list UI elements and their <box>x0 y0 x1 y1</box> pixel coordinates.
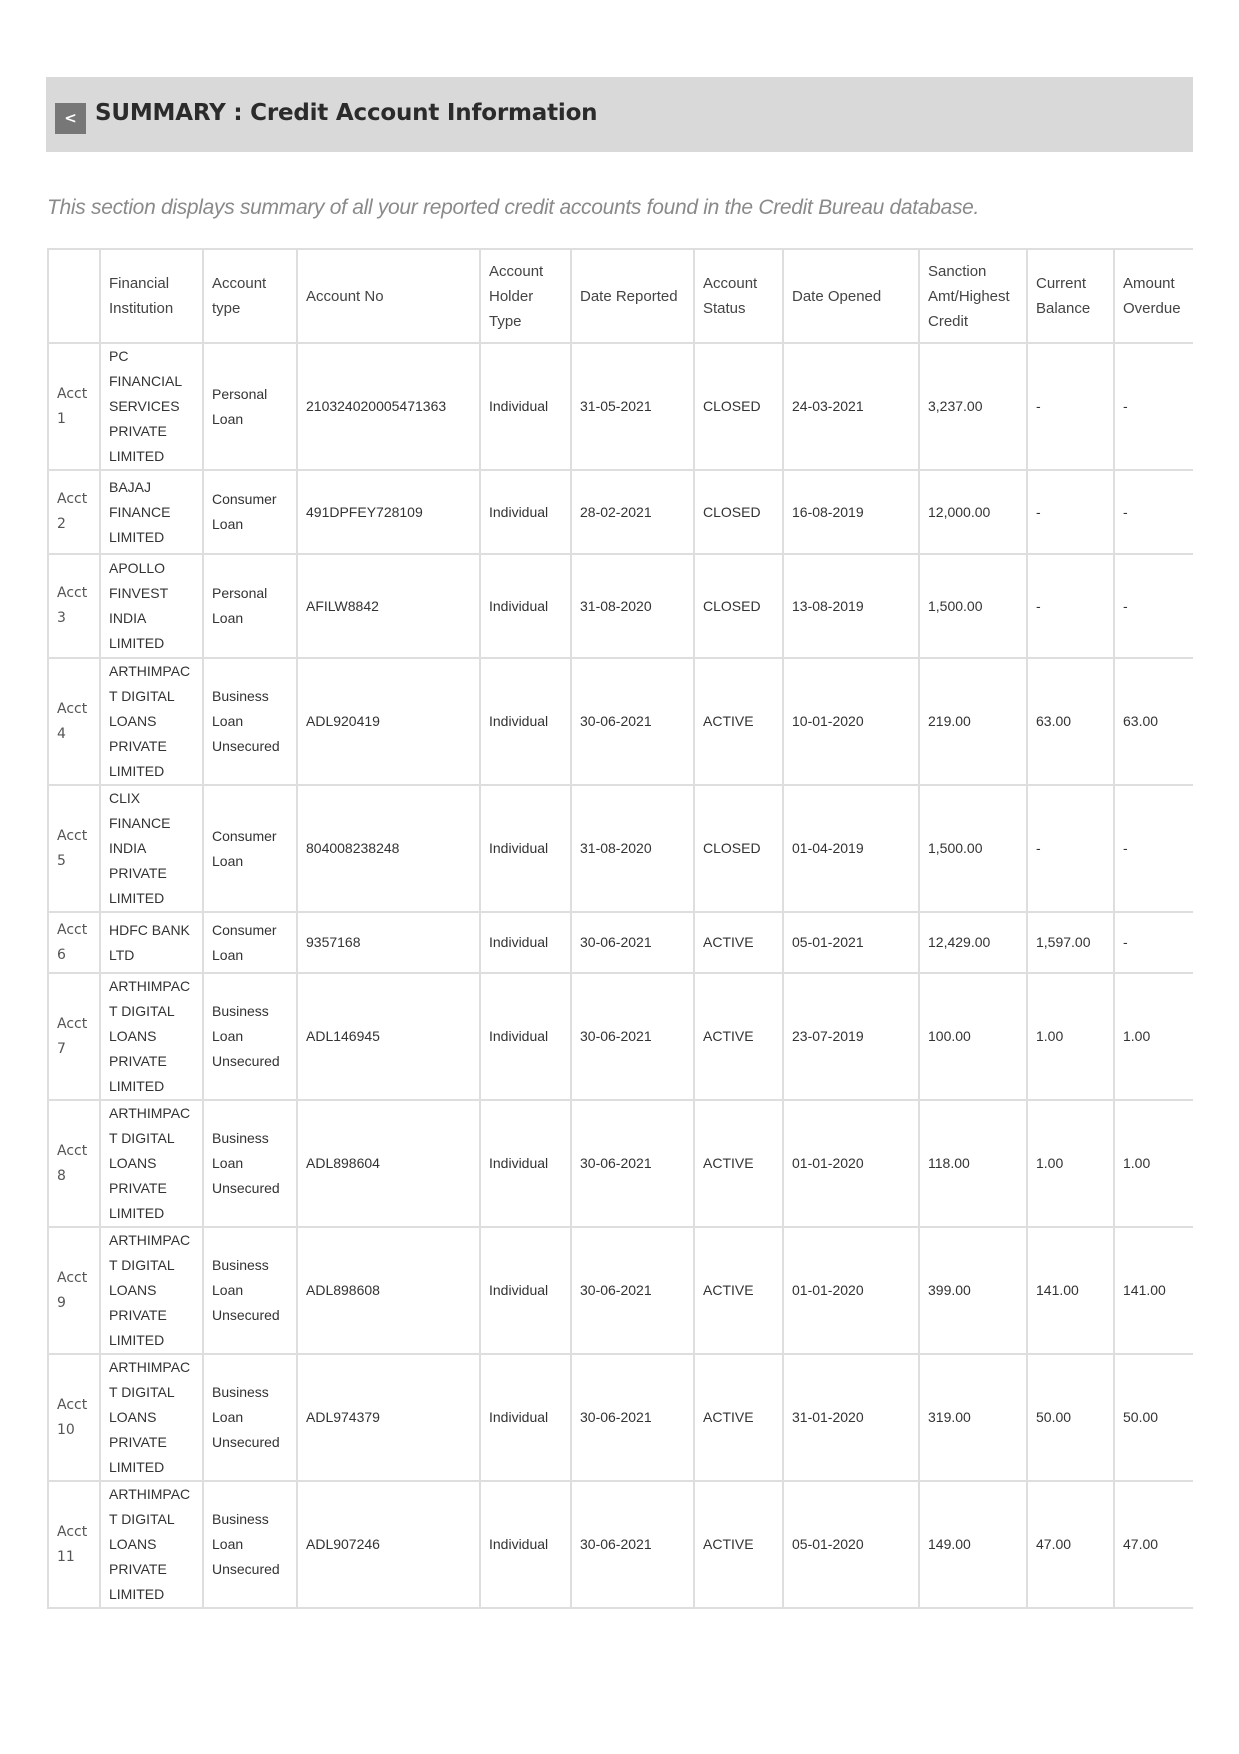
sanction-amount-cell: 1,500.00 <box>919 785 1027 912</box>
account-status-cell: ACTIVE <box>694 658 783 785</box>
account-type-cell: Business Loan Unsecured <box>203 1227 297 1354</box>
amount-overdue-cell: - <box>1114 470 1193 554</box>
account-status-cell: CLOSED <box>694 554 783 658</box>
account-number-cell: ADL146945 <box>297 973 480 1100</box>
date-reported-cell: 30-06-2021 <box>571 1481 694 1608</box>
account-status-cell: ACTIVE <box>694 912 783 973</box>
date-opened-cell: 01-01-2020 <box>783 1227 919 1354</box>
column-header: Amount Overdue <box>1114 249 1193 343</box>
account-number-cell: AFILW8842 <box>297 554 480 658</box>
financial-institution-cell: ARTHIMPACT DIGITAL LOANS PRIVATE LIMITED <box>100 1481 203 1608</box>
date-opened-cell: 24-03-2021 <box>783 343 919 470</box>
current-balance-cell: - <box>1027 785 1114 912</box>
account-type-cell: Personal Loan <box>203 554 297 658</box>
financial-institution-cell: PC FINANCIAL SERVICES PRIVATE LIMITED <box>100 343 203 470</box>
amount-overdue-cell: 50.00 <box>1114 1354 1193 1481</box>
credit-accounts-table <box>47 248 1193 1609</box>
sanction-amount-cell: 3,237.00 <box>919 343 1027 470</box>
account-holder-type-cell: Individual <box>480 973 571 1100</box>
amount-overdue-cell: 47.00 <box>1114 1481 1193 1608</box>
table-row <box>48 1354 1193 1481</box>
amount-overdue-cell: 1.00 <box>1114 973 1193 1100</box>
column-header: Sanction Amt/Highest Credit <box>919 249 1027 343</box>
account-holder-type-cell: Individual <box>480 912 571 973</box>
date-opened-cell: 01-04-2019 <box>783 785 919 912</box>
account-status-cell: ACTIVE <box>694 1227 783 1354</box>
current-balance-cell: 1,597.00 <box>1027 912 1114 973</box>
current-balance-cell: 47.00 <box>1027 1481 1114 1608</box>
financial-institution-cell: ARTHIMPACT DIGITAL LOANS PRIVATE LIMITED <box>100 1354 203 1481</box>
account-label-cell: Acct 9 <box>48 1227 100 1354</box>
financial-institution-cell: ARTHIMPACT DIGITAL LOANS PRIVATE LIMITED <box>100 658 203 785</box>
credit-accounts-table-container <box>47 248 1193 1754</box>
financial-institution-cell: CLIX FINANCE INDIA PRIVATE LIMITED <box>100 785 203 912</box>
account-holder-type-cell: Individual <box>480 658 571 785</box>
account-type-cell: Consumer Loan <box>203 470 297 554</box>
account-holder-type-cell: Individual <box>480 554 571 658</box>
current-balance-cell: 50.00 <box>1027 1354 1114 1481</box>
account-type-cell: Consumer Loan <box>203 912 297 973</box>
sanction-amount-cell: 319.00 <box>919 1354 1027 1481</box>
page-title: SUMMARY : Credit Account Information <box>95 100 598 126</box>
date-reported-cell: 30-06-2021 <box>571 912 694 973</box>
column-header: Current Balance <box>1027 249 1114 343</box>
account-holder-type-cell: Individual <box>480 470 571 554</box>
date-opened-cell: 10-01-2020 <box>783 658 919 785</box>
table-row <box>48 912 1193 973</box>
account-holder-type-cell: Individual <box>480 1481 571 1608</box>
account-status-cell: CLOSED <box>694 343 783 470</box>
column-header: Date Reported <box>571 249 694 343</box>
header-row <box>48 249 1193 343</box>
account-status-cell: CLOSED <box>694 785 783 912</box>
date-opened-cell: 31-01-2020 <box>783 1354 919 1481</box>
column-header: Account Holder Type <box>480 249 571 343</box>
sanction-amount-cell: 118.00 <box>919 1100 1027 1227</box>
amount-overdue-cell: - <box>1114 912 1193 973</box>
account-number-cell: 491DPFEY728109 <box>297 470 480 554</box>
date-reported-cell: 31-08-2020 <box>571 554 694 658</box>
date-reported-cell: 30-06-2021 <box>571 1227 694 1354</box>
date-reported-cell: 31-08-2020 <box>571 785 694 912</box>
table-row <box>48 973 1193 1100</box>
account-type-cell: Business Loan Unsecured <box>203 1354 297 1481</box>
date-reported-cell: 30-06-2021 <box>571 1354 694 1481</box>
account-label-cell: Acct 2 <box>48 470 100 554</box>
current-balance-cell: 63.00 <box>1027 658 1114 785</box>
account-status-cell: ACTIVE <box>694 973 783 1100</box>
current-balance-cell: - <box>1027 554 1114 658</box>
sanction-amount-cell: 399.00 <box>919 1227 1027 1354</box>
account-holder-type-cell: Individual <box>480 1227 571 1354</box>
account-holder-type-cell: Individual <box>480 1354 571 1481</box>
account-label-cell: Acct 8 <box>48 1100 100 1227</box>
sanction-amount-cell: 100.00 <box>919 973 1027 1100</box>
account-status-cell: ACTIVE <box>694 1100 783 1227</box>
account-label-cell: Acct 3 <box>48 554 100 658</box>
current-balance-cell: - <box>1027 343 1114 470</box>
column-header: Date Opened <box>783 249 919 343</box>
column-header <box>48 249 100 343</box>
account-holder-type-cell: Individual <box>480 343 571 470</box>
account-label-cell: Acct 6 <box>48 912 100 973</box>
date-reported-cell: 30-06-2021 <box>571 658 694 785</box>
account-number-cell: ADL920419 <box>297 658 480 785</box>
date-opened-cell: 05-01-2020 <box>783 1481 919 1608</box>
account-number-cell: 9357168 <box>297 912 480 973</box>
date-reported-cell: 28-02-2021 <box>571 470 694 554</box>
amount-overdue-cell: 1.00 <box>1114 1100 1193 1227</box>
account-number-cell: 210324020005471363 <box>297 343 480 470</box>
column-header: Account No <box>297 249 480 343</box>
table-row <box>48 785 1193 912</box>
sanction-amount-cell: 149.00 <box>919 1481 1027 1608</box>
financial-institution-cell: ARTHIMPACT DIGITAL LOANS PRIVATE LIMITED <box>100 1100 203 1227</box>
account-status-cell: ACTIVE <box>694 1481 783 1608</box>
table-body <box>48 343 1193 1608</box>
account-status-cell: ACTIVE <box>694 1354 783 1481</box>
sanction-amount-cell: 219.00 <box>919 658 1027 785</box>
date-opened-cell: 23-07-2019 <box>783 973 919 1100</box>
account-type-cell: Personal Loan <box>203 343 297 470</box>
account-number-cell: ADL898608 <box>297 1227 480 1354</box>
column-header: Financial Institution <box>100 249 203 343</box>
financial-institution-cell: BAJAJ FINANCE LIMITED <box>100 470 203 554</box>
amount-overdue-cell: - <box>1114 343 1193 470</box>
amount-overdue-cell: - <box>1114 785 1193 912</box>
financial-institution-cell: HDFC BANK LTD <box>100 912 203 973</box>
financial-institution-cell: ARTHIMPACT DIGITAL LOANS PRIVATE LIMITED <box>100 1227 203 1354</box>
account-type-cell: Business Loan Unsecured <box>203 1481 297 1608</box>
current-balance-cell: 1.00 <box>1027 1100 1114 1227</box>
date-opened-cell: 05-01-2021 <box>783 912 919 973</box>
account-label-cell: Acct 10 <box>48 1354 100 1481</box>
date-opened-cell: 01-01-2020 <box>783 1100 919 1227</box>
table-row <box>48 1227 1193 1354</box>
table-row <box>48 1100 1193 1227</box>
account-number-cell: ADL907246 <box>297 1481 480 1608</box>
column-header: Account type <box>203 249 297 343</box>
account-type-cell: Consumer Loan <box>203 785 297 912</box>
account-label-cell: Acct 5 <box>48 785 100 912</box>
current-balance-cell: - <box>1027 470 1114 554</box>
sanction-amount-cell: 12,429.00 <box>919 912 1027 973</box>
table-row <box>48 658 1193 785</box>
table-row <box>48 470 1193 554</box>
date-reported-cell: 30-06-2021 <box>571 1100 694 1227</box>
account-number-cell: 804008238248 <box>297 785 480 912</box>
financial-institution-cell: ARTHIMPACT DIGITAL LOANS PRIVATE LIMITED <box>100 973 203 1100</box>
amount-overdue-cell: 141.00 <box>1114 1227 1193 1354</box>
account-status-cell: CLOSED <box>694 470 783 554</box>
date-opened-cell: 16-08-2019 <box>783 470 919 554</box>
section-header <box>46 77 1193 152</box>
account-number-cell: ADL898604 <box>297 1100 480 1227</box>
account-label-cell: Acct 11 <box>48 1481 100 1608</box>
account-label-cell: Acct 4 <box>48 658 100 785</box>
amount-overdue-cell: - <box>1114 554 1193 658</box>
account-holder-type-cell: Individual <box>480 1100 571 1227</box>
table-row <box>48 1481 1193 1608</box>
account-type-cell: Business Loan Unsecured <box>203 973 297 1100</box>
table-row <box>48 554 1193 658</box>
table-header <box>48 249 1193 343</box>
date-reported-cell: 30-06-2021 <box>571 973 694 1100</box>
date-opened-cell: 13-08-2019 <box>783 554 919 658</box>
account-label-cell: Acct 7 <box>48 973 100 1100</box>
current-balance-cell: 1.00 <box>1027 973 1114 1100</box>
table-row <box>48 343 1193 470</box>
account-number-cell: ADL974379 <box>297 1354 480 1481</box>
sanction-amount-cell: 1,500.00 <box>919 554 1027 658</box>
account-holder-type-cell: Individual <box>480 785 571 912</box>
amount-overdue-cell: 63.00 <box>1114 658 1193 785</box>
back-button[interactable]: < <box>55 103 86 134</box>
account-label-cell: Acct 1 <box>48 343 100 470</box>
current-balance-cell: 141.00 <box>1027 1227 1114 1354</box>
financial-institution-cell: APOLLO FINVEST INDIA LIMITED <box>100 554 203 658</box>
account-type-cell: Business Loan Unsecured <box>203 1100 297 1227</box>
section-description: This section displays summary of all your reported credit accounts found in the Credit Bureau database. <box>47 196 980 219</box>
column-header: Account Status <box>694 249 783 343</box>
account-type-cell: Business Loan Unsecured <box>203 658 297 785</box>
sanction-amount-cell: 12,000.00 <box>919 470 1027 554</box>
date-reported-cell: 31-05-2021 <box>571 343 694 470</box>
